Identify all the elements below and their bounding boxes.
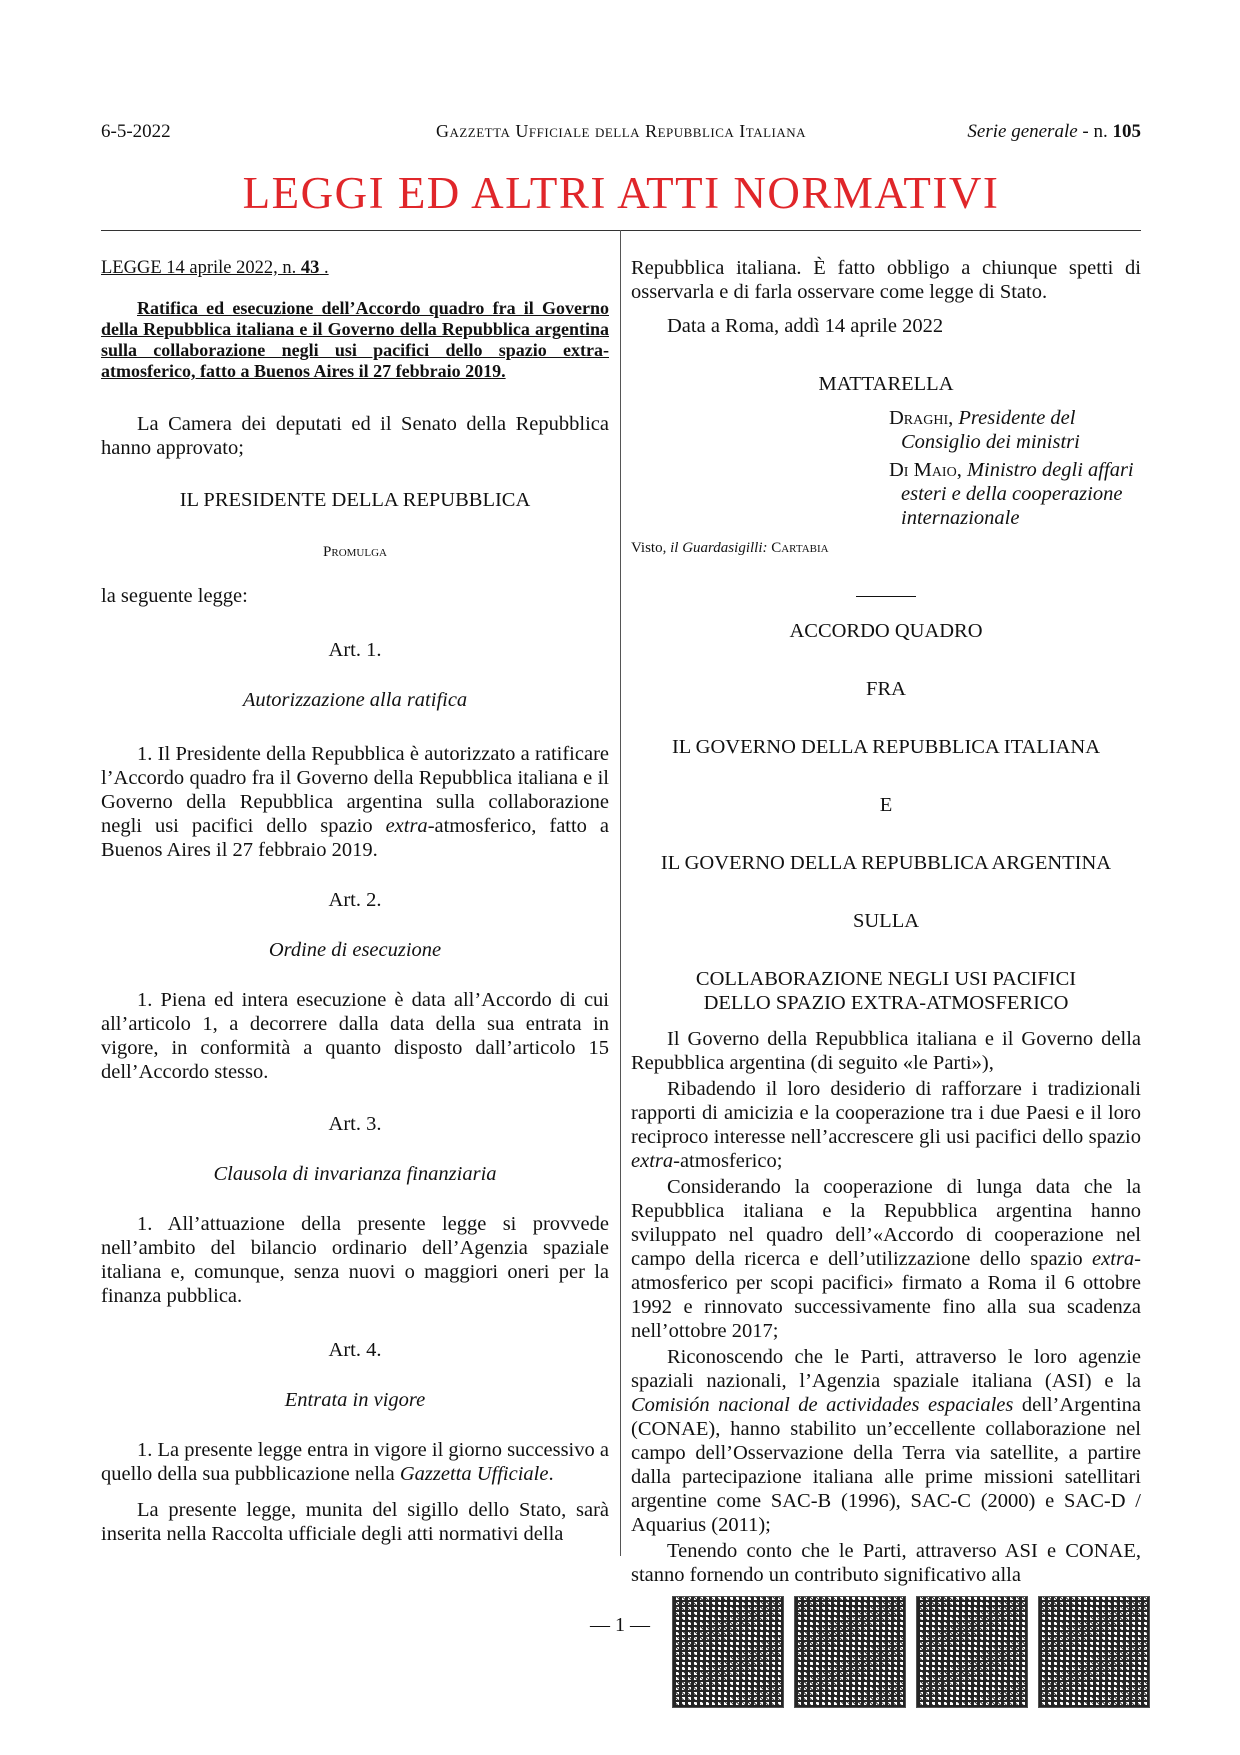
section-separator	[856, 596, 916, 597]
signature-mattarella: MATTARELLA	[818, 373, 954, 395]
president-heading: IL PRESIDENTE DELLA REPUBBLICA	[179, 489, 531, 511]
issue-date: 6-5-2022	[101, 121, 171, 142]
article-4-title: Entrata in vigore	[284, 1389, 426, 1411]
preamble-considerando: Considerando la cooperazione di lunga data che la Repubblica italiana e la Repubblica argentina hanno sviluppato nel quadro dell’«Accordo di cooperazione nel campo della ricerca e dell’utilizzazione dello spazio extra-atmosferico per scopi pacifici» firmato a Roma il 6 ottobre 1992 e rinnovato successivamente fino alla sua scadenza nell’ottobre 2017;	[631, 1176, 1141, 1342]
agreement-subject-1: COLLABORAZIONE NEGLI USI PACIFICI	[695, 968, 1077, 990]
party-argentina: IL GOVERNO DELLA REPUBBLICA ARGENTINA	[660, 852, 1112, 874]
article-2-number: Art. 2.	[328, 889, 382, 911]
datamatrix-codes	[672, 1596, 1150, 1708]
issue-number: 105	[1112, 121, 1141, 142]
preamble-parties: Il Governo della Repubblica italiana e il Governo della Repubblica argentina (di seguito «le Parti»),	[631, 1028, 1141, 1074]
visto-guardasigilli: Visto, il Guardasigilli: Cartabia	[631, 540, 829, 556]
signature-di-maio: Di Maio, Ministro degli affari esteri e della cooperazione internazionale	[889, 459, 1134, 529]
page-header	[101, 121, 1141, 145]
preamble-tenendo-conto: Tenendo conto che le Parti, attraverso ASI e CONAE, stanno fornendo un contributo significativo alla	[631, 1540, 1141, 1586]
header-divider	[101, 230, 1141, 231]
law-reference[interactable]: LEGGE 14 aprile 2022, n. 43 .	[101, 258, 329, 278]
section-title: LEGGI ED ALTRI ATTI NORMATIVI	[242, 168, 1000, 218]
article-1-text: 1. Il Presidente della Repubblica è autorizzato a ratificare l’Accordo quadro fra il Governo della Repubblica italiana e il Governo della Repubblica argentina sulla collaborazione negli usi pacifici dello spazio extra-atmosferico, fatto a Buenos Aires il 27 febbraio 2019.	[101, 743, 609, 861]
article-2-title: Ordine di esecuzione	[268, 939, 442, 961]
article-4-text: 1. La presente legge entra in vigore il giorno successivo a quello della sua pubblicazione nella Gazzetta Ufficiale.	[101, 1439, 609, 1485]
article-3-number: Art. 3.	[328, 1113, 382, 1135]
article-2-text: 1. Piena ed intera esecuzione è data all’Accordo di cui all’articolo 1, a decorrere dalla data della sua entrata in vigore, in conformità a quanto disposto dall’articolo 15 dell’Accordo stesso.	[101, 989, 609, 1083]
series-number	[967, 121, 1141, 143]
datamatrix-code-icon	[794, 1596, 906, 1708]
right-column	[631, 256, 1141, 1587]
article-3-text: 1. All’attuazione della presente legge si provvede nell’ambito del bilancio ordinario dell’Agenzia spaziale italiana e, comunque, senza nuovi o maggiori oneri per la finanza pubblica.	[101, 1213, 609, 1307]
gazette-name: Gazzetta Ufficiale della Repubblica Italiana	[435, 121, 807, 141]
page-number: — 1 —	[590, 1614, 650, 1636]
article-1-title: Autorizzazione alla ratifica	[242, 689, 468, 711]
law-title[interactable]: Ratifica ed esecuzione dell’Accordo quadro fra il Governo della Repubblica italiana e il Governo della Repubblica argentina sulla collaborazione negli usi pacifici dello spazio extra-atmosferico, fatto a Buenos Aires il 27 febbraio 2019.	[101, 298, 609, 381]
preamble-ribadendo: Ribadendo il loro desiderio di rafforzare i tradizionali rapporti di amicizia e la cooperazione tra i due Paesi e il loro reciproco interesse nell’accrescere gli usi pacifici dello spazio extra-atmosferico;	[631, 1078, 1141, 1172]
datamatrix-code-icon	[1038, 1596, 1150, 1708]
agreement-fra: FRA	[866, 678, 906, 700]
closing-paragraph: La presente legge, munita del sigillo dello Stato, sarà inserita nella Raccolta ufficiale degli atti normativi della	[101, 1499, 609, 1545]
datamatrix-code-icon	[916, 1596, 1028, 1708]
agreement-subject-2: DELLO SPAZIO EXTRA-ATMOSFERICO	[703, 992, 1069, 1014]
article-3-title: Clausola di invarianza finanziaria	[213, 1163, 497, 1185]
promulga-label: Promulga	[323, 544, 387, 560]
closing-continuation: Repubblica italiana. È fatto obbligo a chiunque spetti di osservarla e di farla osservare come legge di Stato.	[631, 257, 1141, 303]
intro-paragraph: La Camera dei deputati ed il Senato della Repubblica hanno approvato;	[101, 413, 609, 459]
series-label: Serie generale	[967, 121, 1078, 142]
left-column	[101, 256, 609, 1546]
series-separator: - n.	[1077, 121, 1113, 142]
preamble-riconoscendo: Riconoscendo che le Parti, attraverso le loro agenzie spaziali nazionali, l’Agenzia spaziale italiana (ASI) e la Comisión nacional de actividades espaciales dell’Argentina (CONAE), hanno stabilito un’eccellente collaborazione nel campo dell’Osservazione della Terra via satellite, a partire dalla partecipazione italiana alle prime missioni satellitari argentine come SAC-B (1996), SAC-C (2000) e SAC-D / Aquarius (2011);	[631, 1346, 1141, 1536]
article-4-number: Art. 4.	[328, 1339, 382, 1361]
datamatrix-code-icon	[672, 1596, 784, 1708]
following-law-text: la seguente legge:	[101, 585, 248, 607]
agreement-heading: ACCORDO QUADRO	[789, 620, 983, 642]
agreement-sulla: SULLA	[852, 910, 920, 932]
column-divider	[620, 230, 621, 1556]
signature-draghi: Draghi, Presidente del Consiglio dei ministri	[889, 407, 1080, 453]
article-1-number: Art. 1.	[328, 639, 382, 661]
party-italy: IL GOVERNO DELLA REPUBBLICA ITALIANA	[671, 736, 1101, 758]
signing-date: Data a Roma, addì 14 aprile 2022	[667, 315, 944, 337]
agreement-e: E	[879, 794, 893, 816]
